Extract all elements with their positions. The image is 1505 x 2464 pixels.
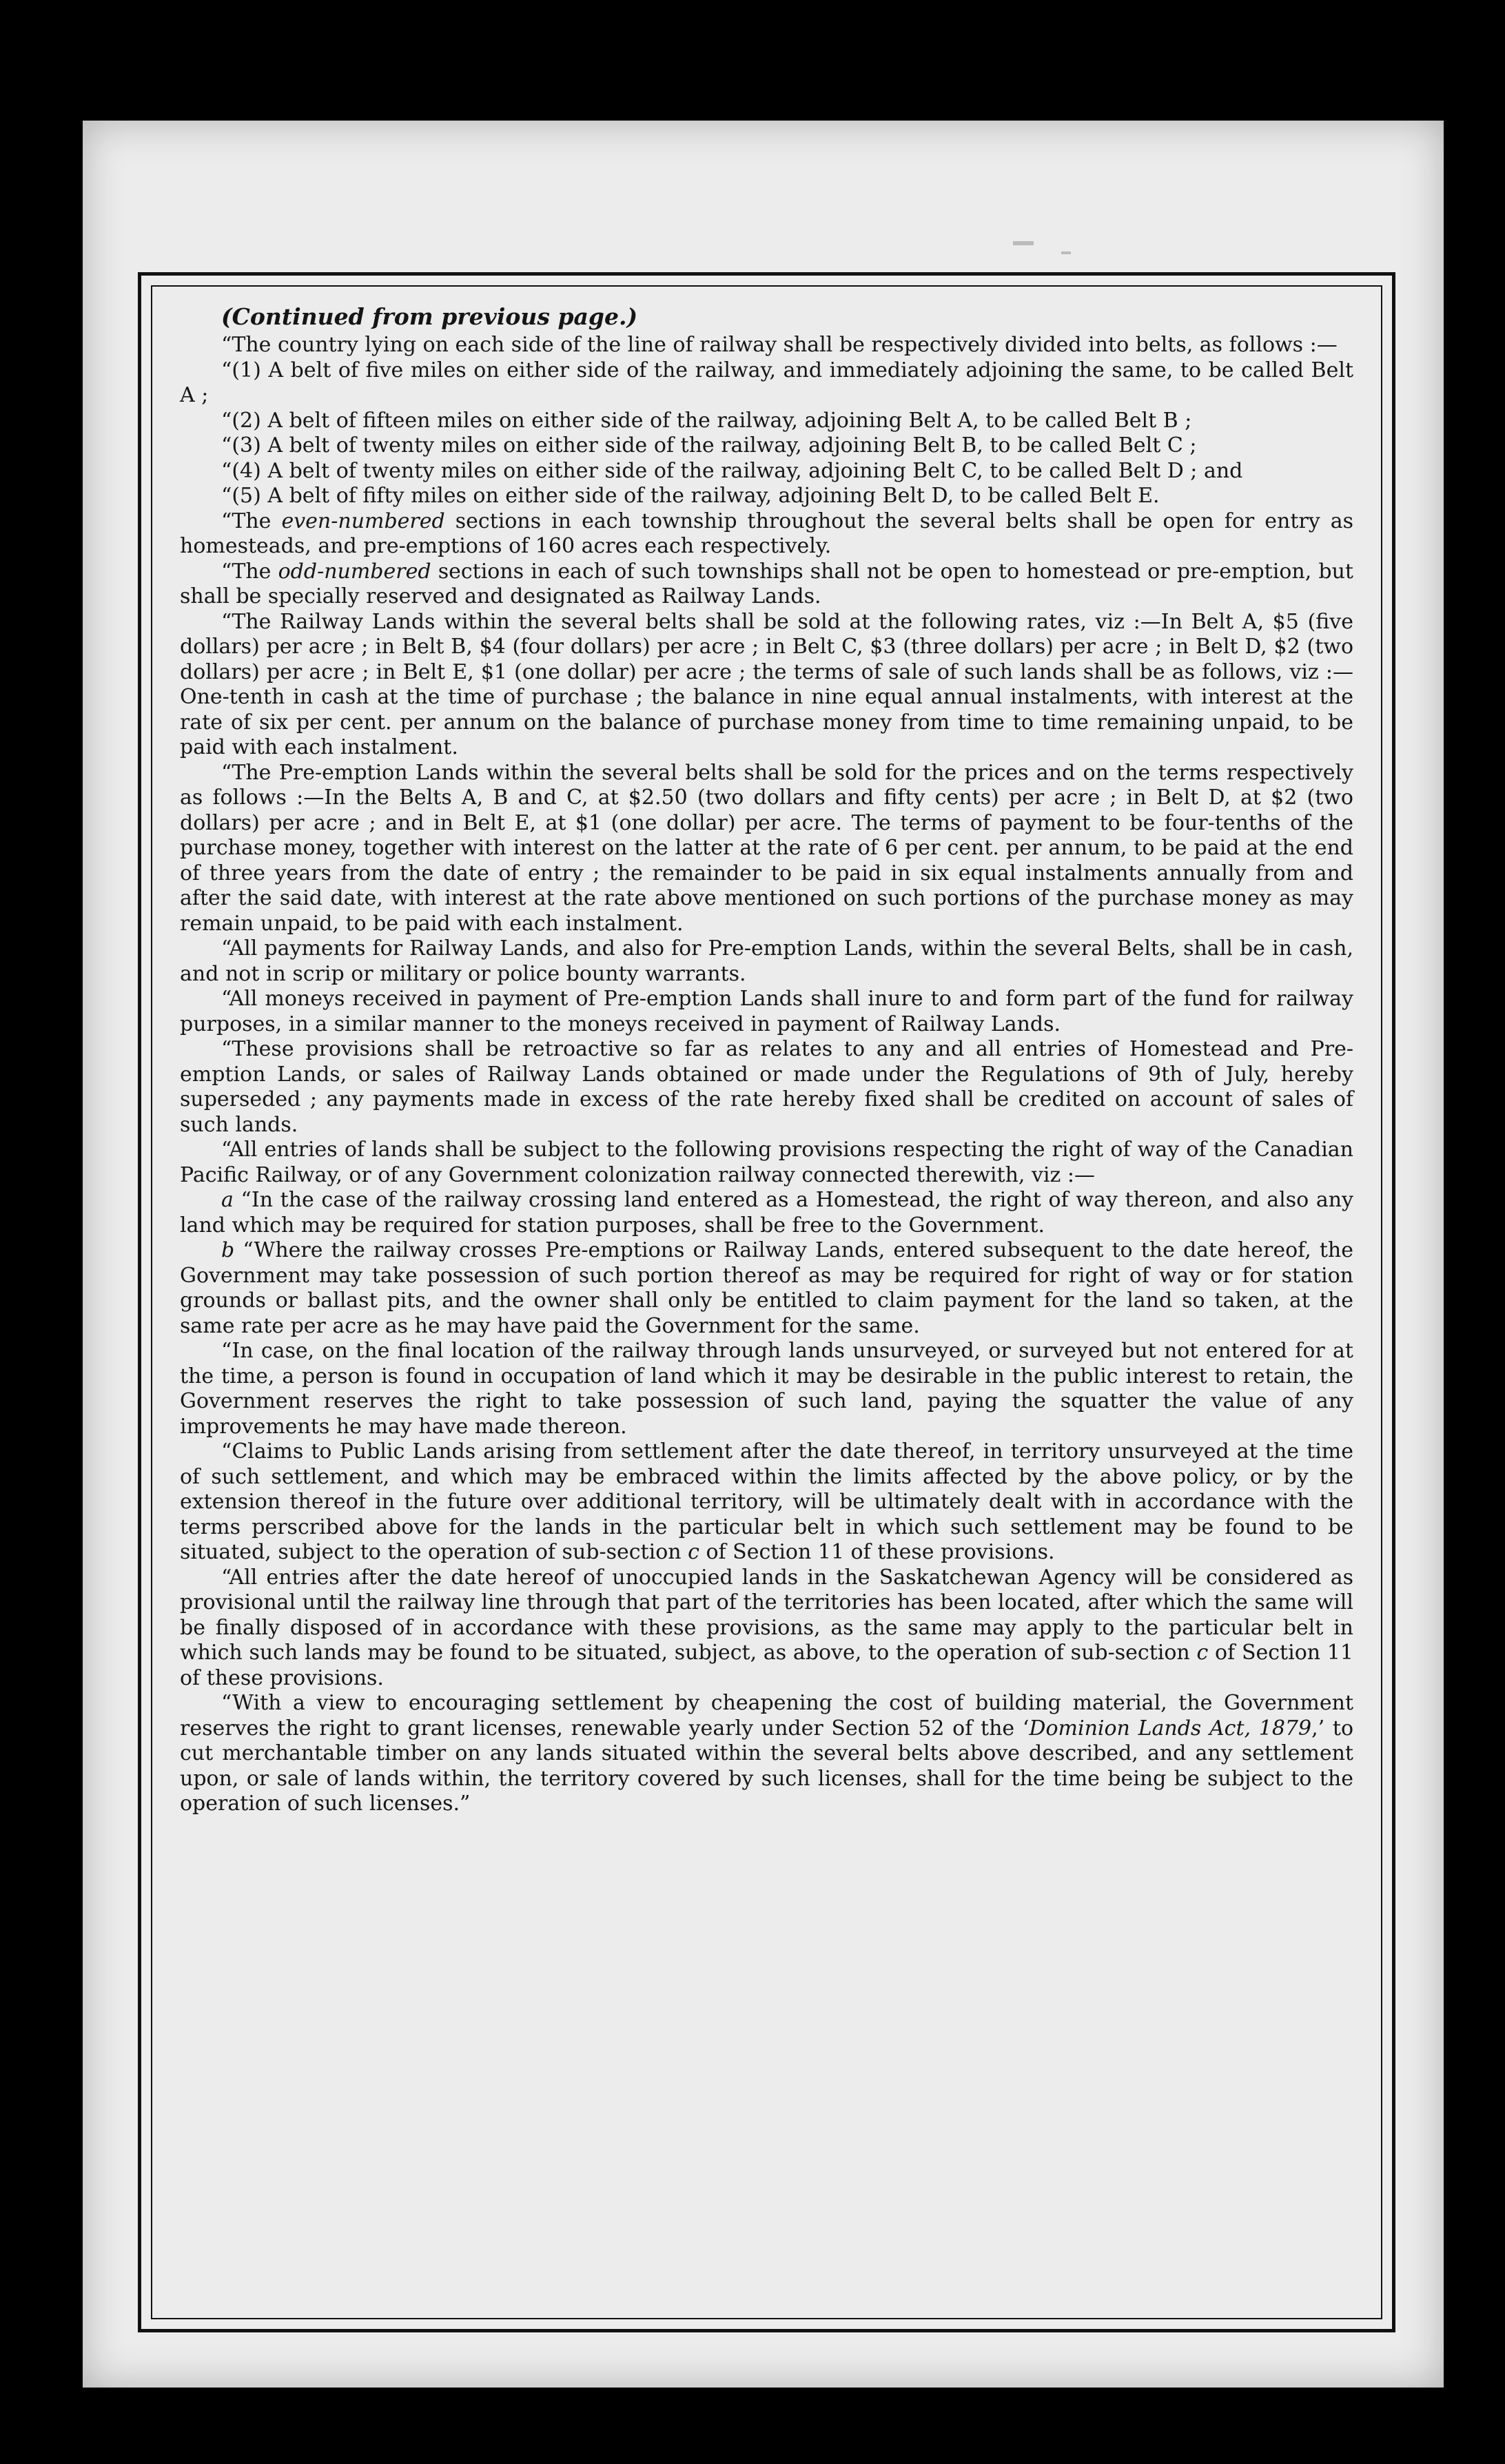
paragraph-emphasis: c bbox=[1196, 1641, 1209, 1665]
page-sheet bbox=[83, 121, 1444, 2388]
clause-letter: a bbox=[221, 1188, 234, 1212]
paragraph-text: “Claims to Public Lands arising from settlement after the date thereof, in territory unsurveyed at the time of such settlement, and which may be embraced within the limits affected by the above policy, or by the extension thereof in the future over additional territory, will be ultimately dealt with in accordance with the terms perscribed above for the lands in the particular belt in which such settlement may be found to be situated, subject to the operation of sub-section bbox=[180, 1439, 1353, 1564]
continued-note: (Continued from previous page.) bbox=[221, 303, 638, 330]
paragraph-odd-numbered bbox=[180, 559, 1353, 610]
paragraph-text: “The bbox=[221, 559, 278, 584]
paragraph-final-location: “In case, on the final location of the railway through lands unsurveyed, or surveyed but not entered for at the time, a person is found in occupation of land which it may be desirable in the public interest to retain, the Government reserves the right to take possession of such land, paying the squatter the value of any improvements he may have made thereon. bbox=[180, 1339, 1353, 1439]
paragraph-emphasis: odd-numbered bbox=[278, 559, 431, 584]
paragraph-saskatchewan-agency bbox=[180, 1565, 1353, 1692]
paragraph-emphasis: c bbox=[688, 1540, 699, 1564]
paragraph-emphasis: Dominion Lands Act, 1879 bbox=[1029, 1716, 1312, 1741]
paragraph-text: “The bbox=[221, 509, 282, 533]
paragraph-railway-land-rates: “The Railway Lands within the several belts shall be sold at the following rates, viz :—In Belt A, $5 (five dollars) per acre ; in Belt B, $4 (four dollars) per acre ; in Belt C, $3 (three dollars) per acre ; in Belt D, $2 (two dollars) per acre ; in Belt E, $1 (one dollar) per acre ; the terms of sale of such lands shall be as follows, viz :—One-tenth in cash at the time of purchase ; the balance in nine equal annual instalments, with interest at the rate of six per cent. per annum on the balance of purchase money from time to time remaining unpaid, to be paid with each instalment. bbox=[180, 609, 1353, 759]
page-border-inner bbox=[151, 285, 1382, 2319]
speck-mark bbox=[1013, 241, 1034, 245]
paragraph-text: sections in each of such townships shall not be open to homestead or pre-emption, but shall be specially reserved and designated as Railway Lands. bbox=[180, 559, 1353, 608]
paragraph-text: “All entries after the date hereof of unoccupied lands in the Saskatchewan Agency will be considered as provisional until the railway line through that part of the territories has been located, after which the same will be finally disposed of in accordance with these provisions, as the same may apply to the particular belt in which such lands may be found to be situated, subject, as above, to the operation of sub-section bbox=[180, 1565, 1353, 1665]
paragraph-text: “In the case of the railway crossing land entered as a Homestead, the right of way thereon, and also any land which may be required for station purposes, shall be free to the Government. bbox=[180, 1188, 1353, 1238]
paragraph-emphasis: even-numbered bbox=[281, 509, 445, 533]
paragraph-belt-e: “(5) A belt of fifty miles on either side of the railway, adjoining Belt D, to be called Belt E. bbox=[221, 484, 1160, 508]
paragraph-timber-licenses bbox=[180, 1691, 1353, 1817]
paragraph-belt-d: “(4) A belt of twenty miles on either side of the railway, adjoining Belt C, to be called Belt D ; and bbox=[221, 458, 1243, 483]
paragraph-belt-b: “(2) A belt of fifteen miles on either side of the railway, adjoining Belt A, to be called Belt B ; bbox=[221, 408, 1192, 433]
paragraph-right-of-way: “All entries of lands shall be subject to the following provisions respecting the right of way of the Canadian Pacific Railway, or of any Government colonization railway connected therewith, viz :— bbox=[180, 1138, 1353, 1187]
paragraph-even-numbered bbox=[180, 509, 1353, 559]
paragraph-payments-cash: “All payments for Railway Lands, and also for Pre-emption Lands, within the several Belts, shall be in cash, and not in scrip or military or police bounty warrants. bbox=[180, 936, 1353, 986]
paragraph-text: “Where the railway crosses Pre-emptions or Railway Lands, entered subsequent to the date hereof, the Government may take possession of such portion thereof as may be required for right of way or for station grounds or ballast pits, and the owner shall only be entitled to claim payment for the land so taken, at the same rate per acre as he may have paid the Government for the same. bbox=[180, 1238, 1353, 1338]
paragraph-belt-c: “(3) A belt of twenty miles on either side of the railway, adjoining Belt B, to be called Belt C ; bbox=[221, 433, 1197, 458]
page-border-outer bbox=[138, 272, 1395, 2332]
paragraph-text: “With a view to encouraging settlement by cheapening the cost of building material, the Government reserves the right to grant licenses, renewable yearly under Section 52 of the ‘ bbox=[180, 1691, 1353, 1741]
paragraph-claims-public-lands bbox=[180, 1439, 1353, 1565]
paragraph-belts-intro: “The country lying on each side of the line of railway shall be respectively divided into belts, as follows :— bbox=[221, 333, 1338, 357]
paragraph-clause-b bbox=[180, 1238, 1353, 1339]
paragraph-retroactive: “These provisions shall be retroactive so far as relates to any and all entries of Homestead and Pre-emption Lands, or sales of Railway Lands obtained or made under the Regulations of 9th of July, hereby superseded ; any payments made in excess of the rate hereby fixed shall be credited on account of sales of such lands. bbox=[180, 1037, 1353, 1137]
paragraph-pre-emption-prices: “The Pre-emption Lands within the several belts shall be sold for the prices and on the terms respectively as follows :—In the Belts A, B and C, at $2.50 (two dollars and fifty cents) per acre ; in Belt D, at $2 (two dollars) per acre ; and in Belt E, at $1 (one dollar) per acre. The terms of payment to be four-tenths of the purchase money, together with interest on the latter at the rate of 6 per cent. per annum, to be paid at the end of three years from the date of entry ; the remainder to be paid in six equal instalments annually from and after the said date, with interest at the rate above mentioned on such portions of the purchase money as may remain unpaid, to be paid with each instalment. bbox=[180, 760, 1353, 936]
speck-mark bbox=[1061, 251, 1071, 254]
paragraph-moneys-received: “All moneys received in payment of Pre-emption Lands shall inure to and form part of the fund for railway purposes, in a similar manner to the moneys received in payment of Railway Lands. bbox=[180, 987, 1353, 1036]
paragraph-belt-a: “(1) A belt of five miles on either side of the railway, and immediately adjoining the same, to be called Belt A ; bbox=[180, 358, 1353, 407]
paragraph-text: of Section 11 of these provisions. bbox=[180, 1641, 1354, 1690]
paragraph-clause-a bbox=[180, 1188, 1353, 1238]
clause-letter: b bbox=[221, 1238, 235, 1262]
paragraph-text: ,’ to cut merchantable timber on any lands situated within the several belts above described, and any settlement upon, or sale of lands within, the territory covered by such licenses, shall for the time being be subject to the operation of such licenses.” bbox=[180, 1716, 1354, 1816]
paragraph-text: of Section 11 of these provisions. bbox=[699, 1540, 1055, 1564]
paragraph-text: sections in each township throughout the several belts shall be open for entry as homesteads, and pre-emptions of 160 acres each respectively. bbox=[180, 509, 1353, 558]
